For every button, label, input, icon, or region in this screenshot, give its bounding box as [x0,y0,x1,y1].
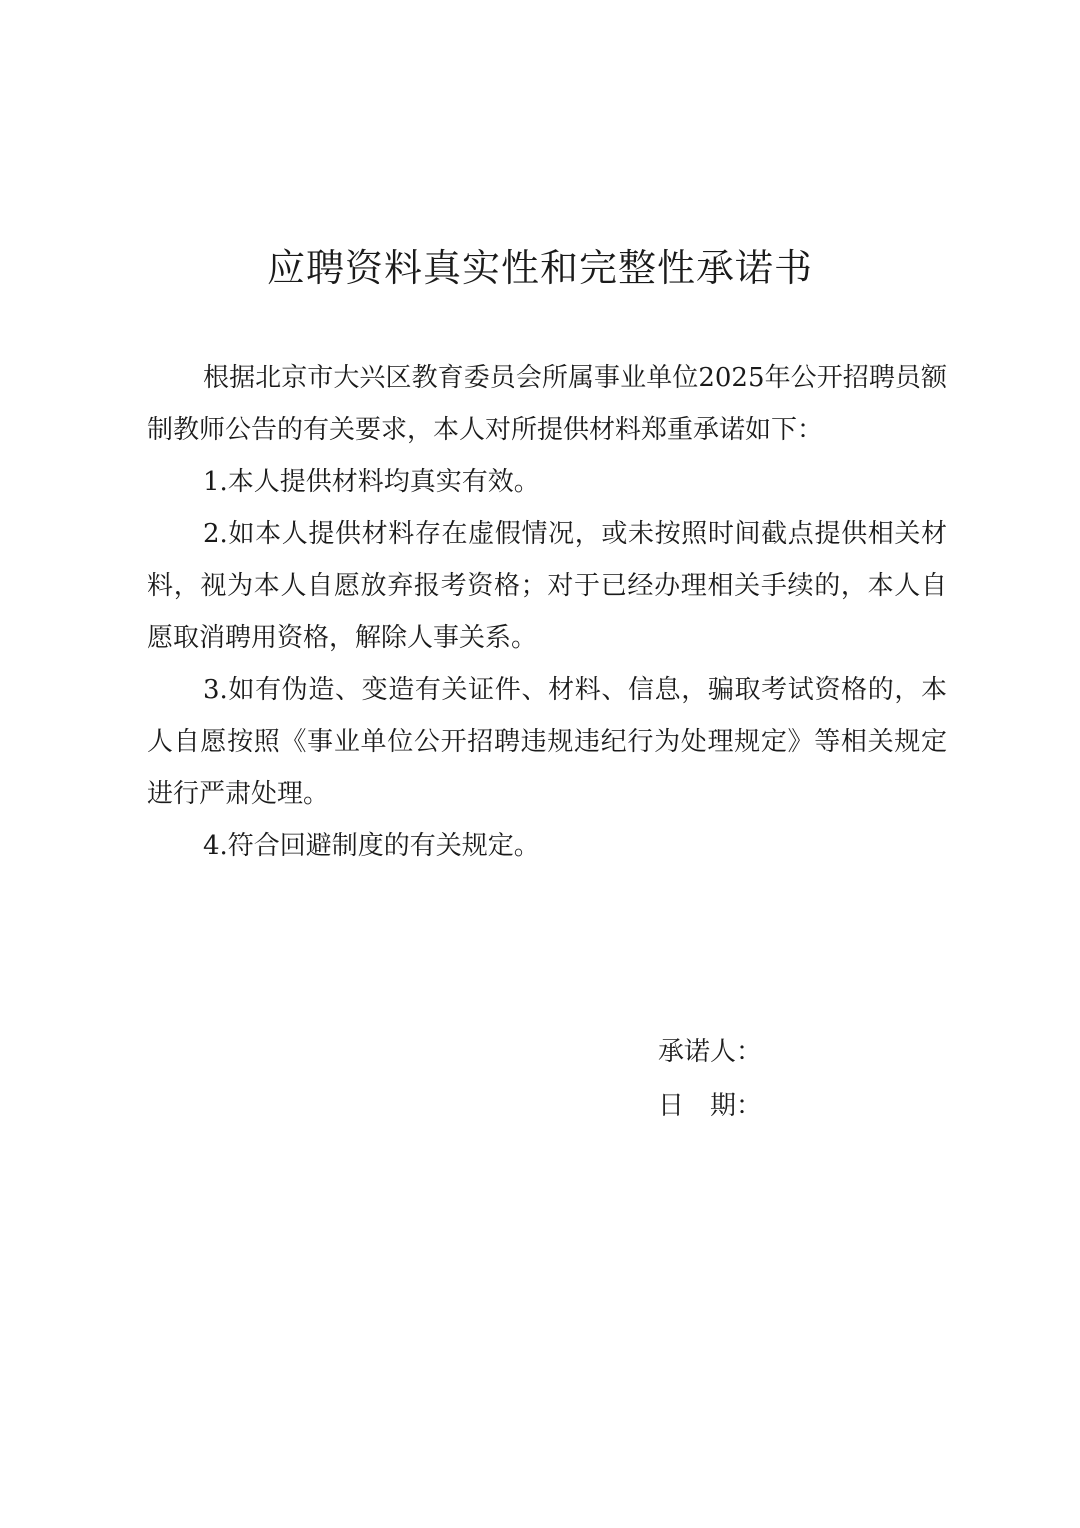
paragraph-intro: 根据北京市大兴区教育委员会所属事业单位2025年公开招聘员额制教师公告的有关要求，本人对所提供材料郑重承诺如下： [147,363,947,445]
signer-label: 承诺人： [658,1037,763,1067]
date-label: 日 期： [658,1091,763,1121]
document-body [147,352,947,872]
paragraph-item-4: 4.符合回避制度的有关规定。 [203,831,540,861]
paragraph-item-2: 2.如本人提供材料存在虚假情况，或未按照时间截点提供相关材料，视为本人自愿放弃报考资格；对于已经办理相关手续的，本人自愿取消聘用资格，解除人事关系。 [147,519,947,653]
document-title: 应聘资料真实性和完整性承诺书 [266,246,813,290]
paragraph-item-3: 3.如有伪造、变造有关证件、材料、信息，骗取考试资格的，本人自愿按照《事业单位公开招聘违规违纪行为处理规定》等相关规定进行严肃处理。 [147,675,947,809]
paragraph-item-1: 1.本人提供材料均真实有效。 [203,467,540,497]
